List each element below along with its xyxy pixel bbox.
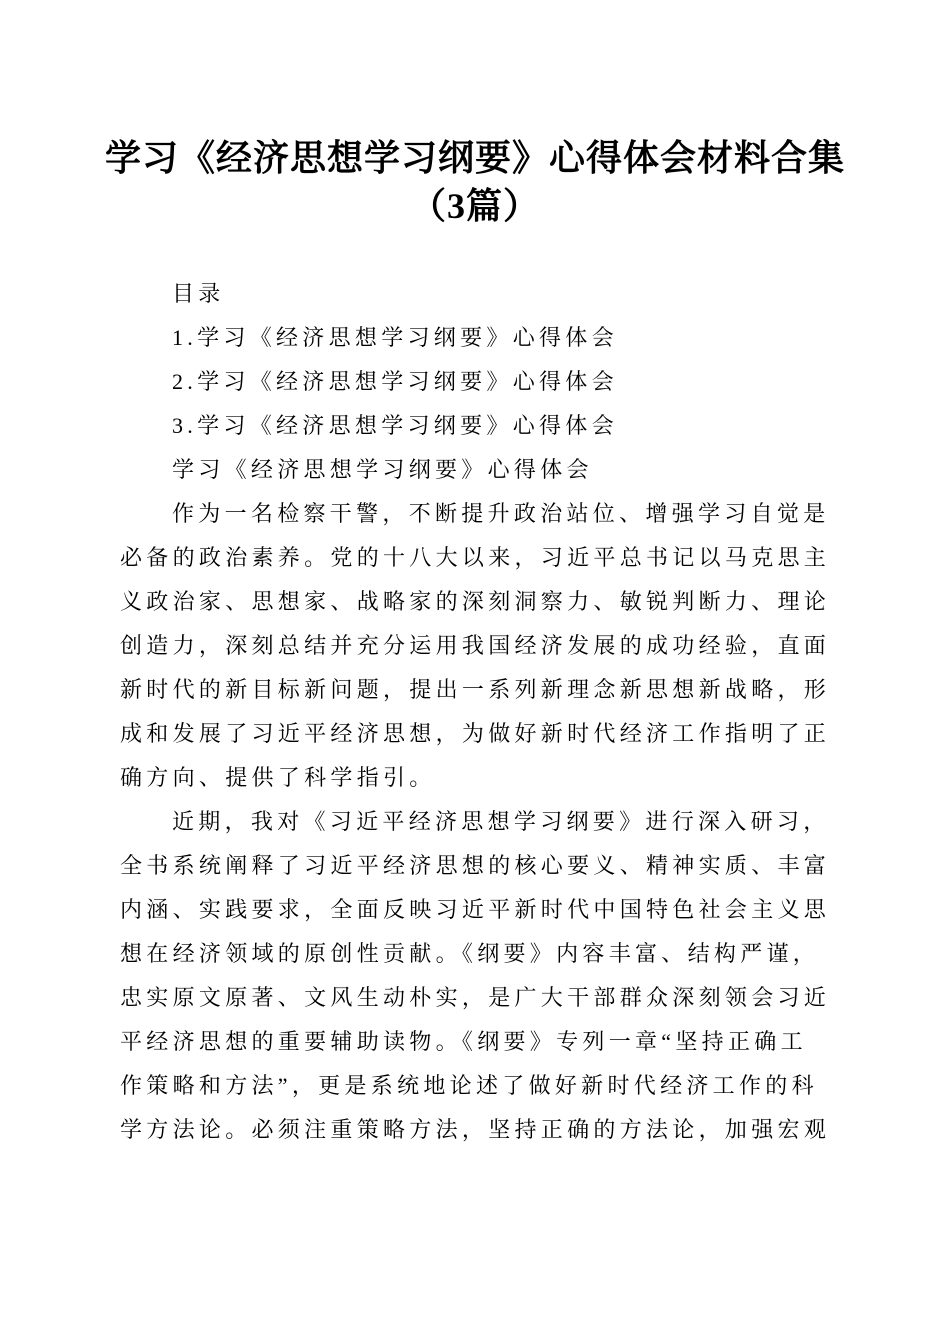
document-body	[0, 272, 950, 1152]
paragraph-1-line-2: 必备的政治素养。党的十八大以来，习近平总书记以马克思主	[120, 545, 831, 570]
paragraph-1-line-5: 新时代的新目标新问题，提出一系列新理念新思想新战略，形	[120, 677, 831, 702]
toc-item-2: 2.学习《经济思想学习纲要》心得体会	[172, 369, 618, 394]
paragraph-2-line-3: 内涵、实践要求，全面反映习近平新时代中国特色社会主义思	[120, 897, 831, 922]
paragraph-2-line-7: 作策略和方法”，更是系统地论述了做好新时代经济工作的科	[120, 1073, 818, 1098]
document-title-line-2: （3篇）	[409, 186, 540, 226]
paragraph-1-line-1: 作为一名检察干警，不断提升政治站位、增强学习自觉是	[172, 501, 830, 526]
paragraph-1-line-3: 义政治家、思想家、战略家的深刻洞察力、敏锐判断力、理论	[120, 589, 831, 614]
toc-heading: 目录	[172, 281, 225, 306]
toc-item-1: 1.学习《经济思想学习纲要》心得体会	[172, 325, 618, 350]
paragraph-1-line-7: 确方向、提供了科学指引。	[120, 765, 436, 790]
paragraph-2-line-2: 全书系统阐释了习近平经济思想的核心要义、精神实质、丰富	[120, 853, 831, 878]
paragraph-2-line-6: 平经济思想的重要辅助读物。《纲要》专列一章“坚持正确工	[120, 1029, 807, 1054]
toc-item-3: 3.学习《经济思想学习纲要》心得体会	[172, 413, 618, 438]
paragraph-2-line-1: 近期，我对《习近平经济思想学习纲要》进行深入研习，	[172, 809, 830, 834]
paragraph-2-line-8: 学方法论。必须注重策略方法，坚持正确的方法论，加强宏观	[120, 1117, 831, 1142]
paragraph-1-line-6: 成和发展了习近平经济思想，为做好新时代经济工作指明了正	[120, 721, 831, 746]
document-title-block	[0, 0, 950, 230]
paragraph-2-line-5: 忠实原文原著、文风生动朴实，是广大干部群众深刻领会习近	[120, 985, 831, 1010]
article-heading: 学习《经济思想学习纲要》心得体会	[172, 457, 593, 482]
paragraph-1-line-4: 创造力，深刻总结并充分运用我国经济发展的成功经验，直面	[120, 633, 831, 658]
document-title-line-1: 学习《经济思想学习纲要》心得体会材料合集	[104, 138, 845, 178]
paragraph-2-line-4: 想在经济领域的原创性贡献。《纲要》内容丰富、结构严谨，	[120, 941, 820, 966]
